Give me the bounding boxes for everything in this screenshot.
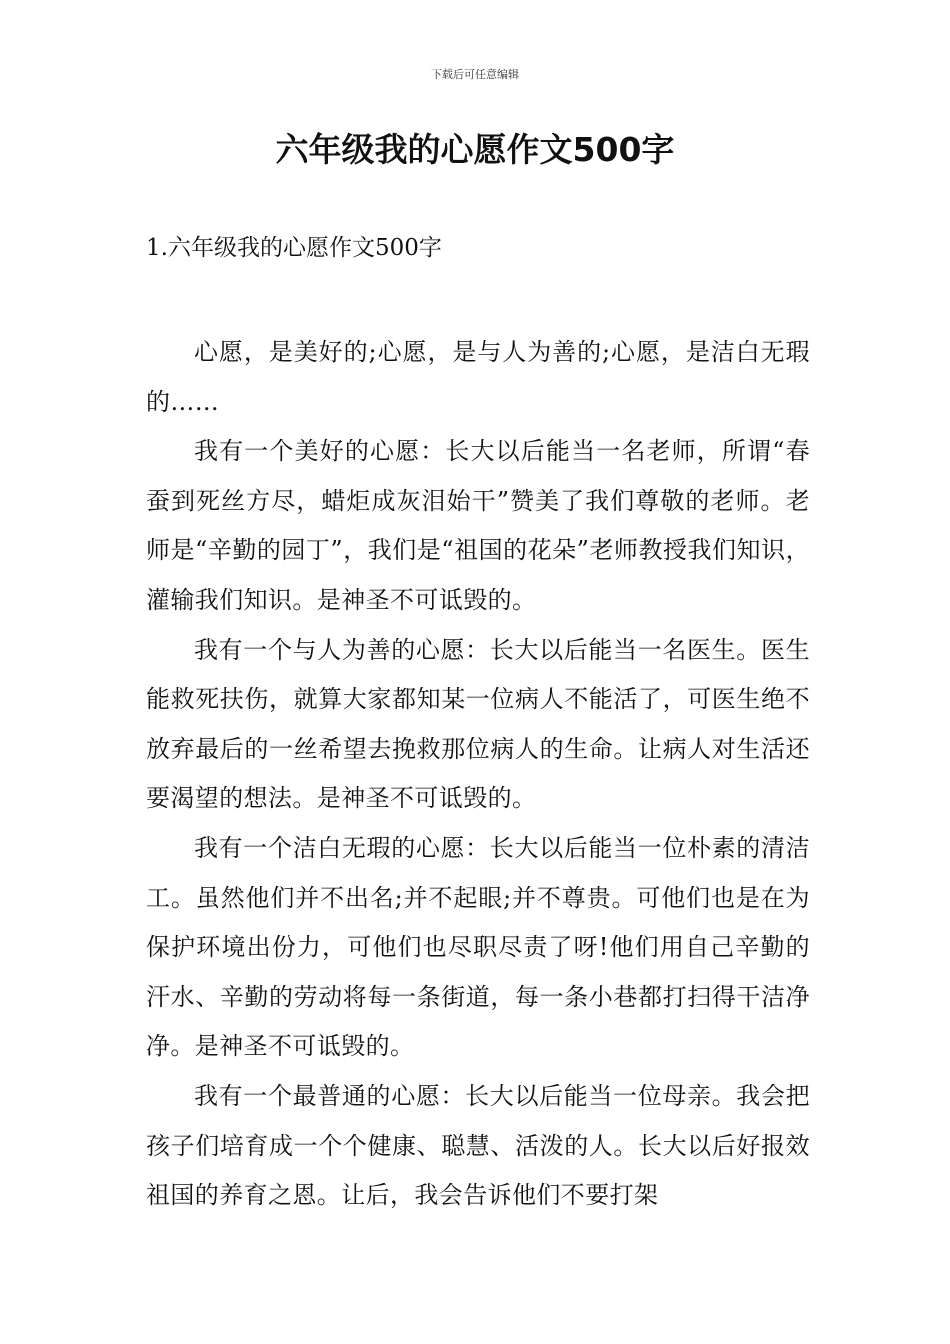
paragraph-2: 我有一个美好的心愿：长大以后能当一名老师，所谓“春蚕到死丝方尽，蜡炬成灰泪始干”赞美了我们尊敬的老师。老师是“辛勤的园丁”，我们是“祖国的花朵”老师教授我们知识，灌输我们知识。是神圣不可诋毁的。 bbox=[146, 437, 810, 614]
essay-body bbox=[146, 328, 810, 1221]
paragraph-3: 我有一个与人为善的心愿：长大以后能当一名医生。医生能救死扶伤，就算大家都知某一位病人不能活了，可医生绝不放弃最后的一丝希望去挽救那位病人的生命。让病人对生活还要渴望的想法。是神圣不可诋毁的。 bbox=[146, 635, 810, 813]
paragraph-5: 我有一个最普通的心愿：长大以后能当一位母亲。我会把孩子们培育成一个个健康、聪慧、活泼的人。长大以后好报效祖国的养育之恩。让后，我会告诉他们不要打架 bbox=[146, 1081, 810, 1210]
section-heading: 1.六年级我的心愿作文500字 bbox=[146, 235, 442, 261]
document-title: 六年级我的心愿作文500字 bbox=[275, 130, 675, 169]
header-note: 下载后可任意编辑 bbox=[431, 68, 519, 81]
paragraph-1: 心愿，是美好的;心愿，是与人为善的;心愿，是洁白无瑕的…… bbox=[146, 338, 810, 416]
paragraph-4: 我有一个洁白无瑕的心愿：长大以后能当一位朴素的清洁工。虽然他们并不出名;并不起眼;并不尊贵。可他们也是在为保护环境出份力，可他们也尽职尽责了呀!他们用自己辛勤的汗水、辛勤的劳动将每一条街道，每一条小巷都打扫得干洁净净。是神圣不可诋毁的。 bbox=[146, 833, 810, 1061]
